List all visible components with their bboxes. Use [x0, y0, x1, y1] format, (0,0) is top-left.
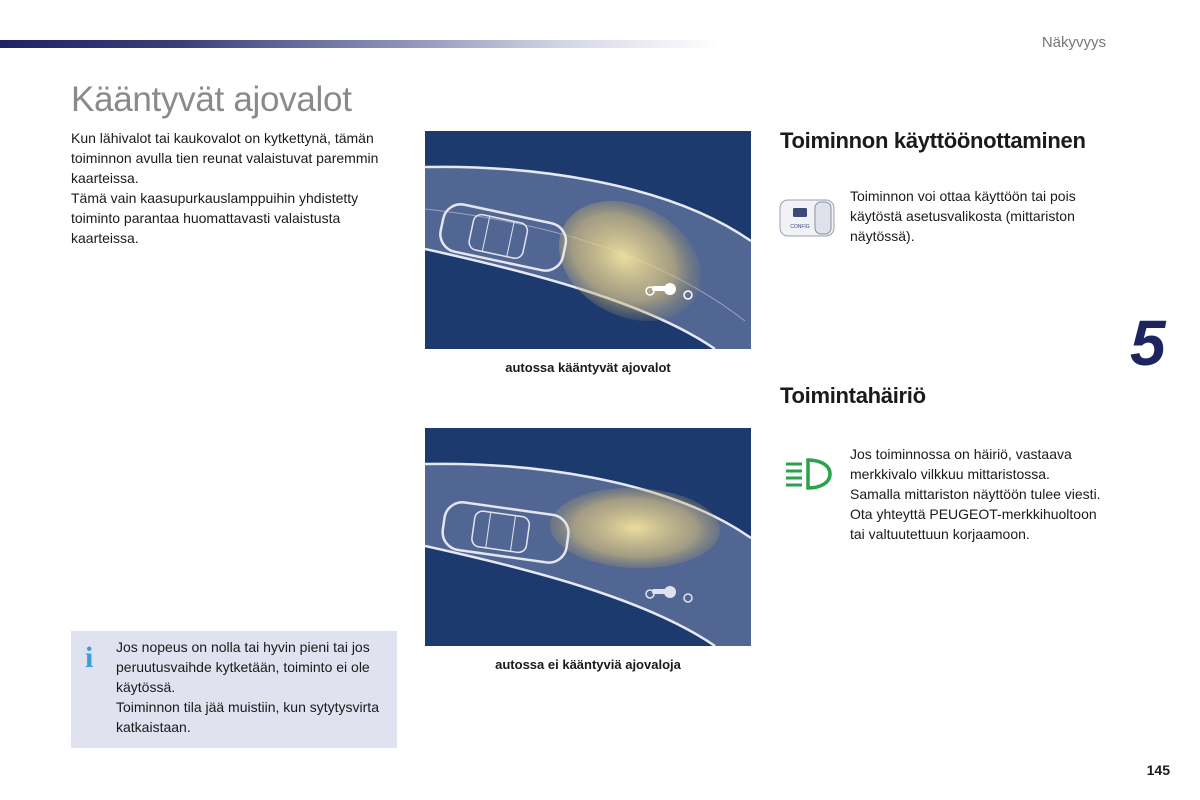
info-icon: i [85, 641, 94, 674]
figure-caption: autossa kääntyvät ajovalot [505, 360, 671, 375]
section-label: Näkyvyys [1041, 34, 1106, 51]
malfunction-line: Jos toiminnossa on häiriö, vastaava merkkivalo vilkkuu mittaristossa. [850, 446, 1072, 482]
activation-text: Toiminnon voi ottaa käyttöön tai pois käytöstä asetusvalikosta (mittariston näytössä). [850, 188, 1076, 244]
config-button-icon [779, 198, 835, 243]
figure-cornering-lights [425, 131, 751, 349]
info-text [116, 637, 386, 737]
info-box [71, 631, 397, 748]
malfunction-text [850, 444, 1110, 544]
figure-fixed-lights [425, 428, 751, 646]
page-number: 145 [1146, 762, 1170, 778]
info-line: Jos nopeus on nolla tai hyvin pieni tai jos peruutusvaihde kytketään, toiminto ei ole käytössä. [116, 639, 370, 695]
malfunction-line: Ota yhteyttä PEUGEOT-merkkihuoltoon tai valtuutettuun korjaamoon. [850, 506, 1097, 542]
cornering-light-warning-icon [784, 456, 834, 497]
figure-caption: autossa ei kääntyviä ajovaloja [495, 657, 681, 672]
page-title: Kääntyvät ajovalot [71, 80, 352, 119]
illustration-cornering-lights [425, 131, 751, 349]
intro-paragraph: Tämä vain kaasupurkauslamppuihin yhdistetty toiminto parantaa huomattavasti valaistusta kaarteissa. [71, 190, 359, 246]
malfunction-line: Samalla mittariston näyttöön tulee viesti. [850, 486, 1101, 502]
info-line: Toiminnon tila jää muistiin, kun sytytysvirta katkaistaan. [116, 699, 379, 735]
malfunction-heading: Toimintahäiriö [780, 383, 926, 408]
chapter-number: 5 [1130, 307, 1166, 379]
intro-paragraph: Kun lähivalot tai kaukovalot on kytkettynä, tämän toiminnon avulla tien reunat valaistuvat paremmin kaarteissa. [71, 130, 379, 186]
intro-text [71, 128, 401, 248]
svg-text:CONFIG: CONFIG [790, 224, 810, 230]
activation-heading: Toiminnon käyttöönottaminen [780, 128, 1086, 153]
illustration-fixed-lights [425, 428, 751, 646]
header-gradient-bar [0, 40, 720, 48]
